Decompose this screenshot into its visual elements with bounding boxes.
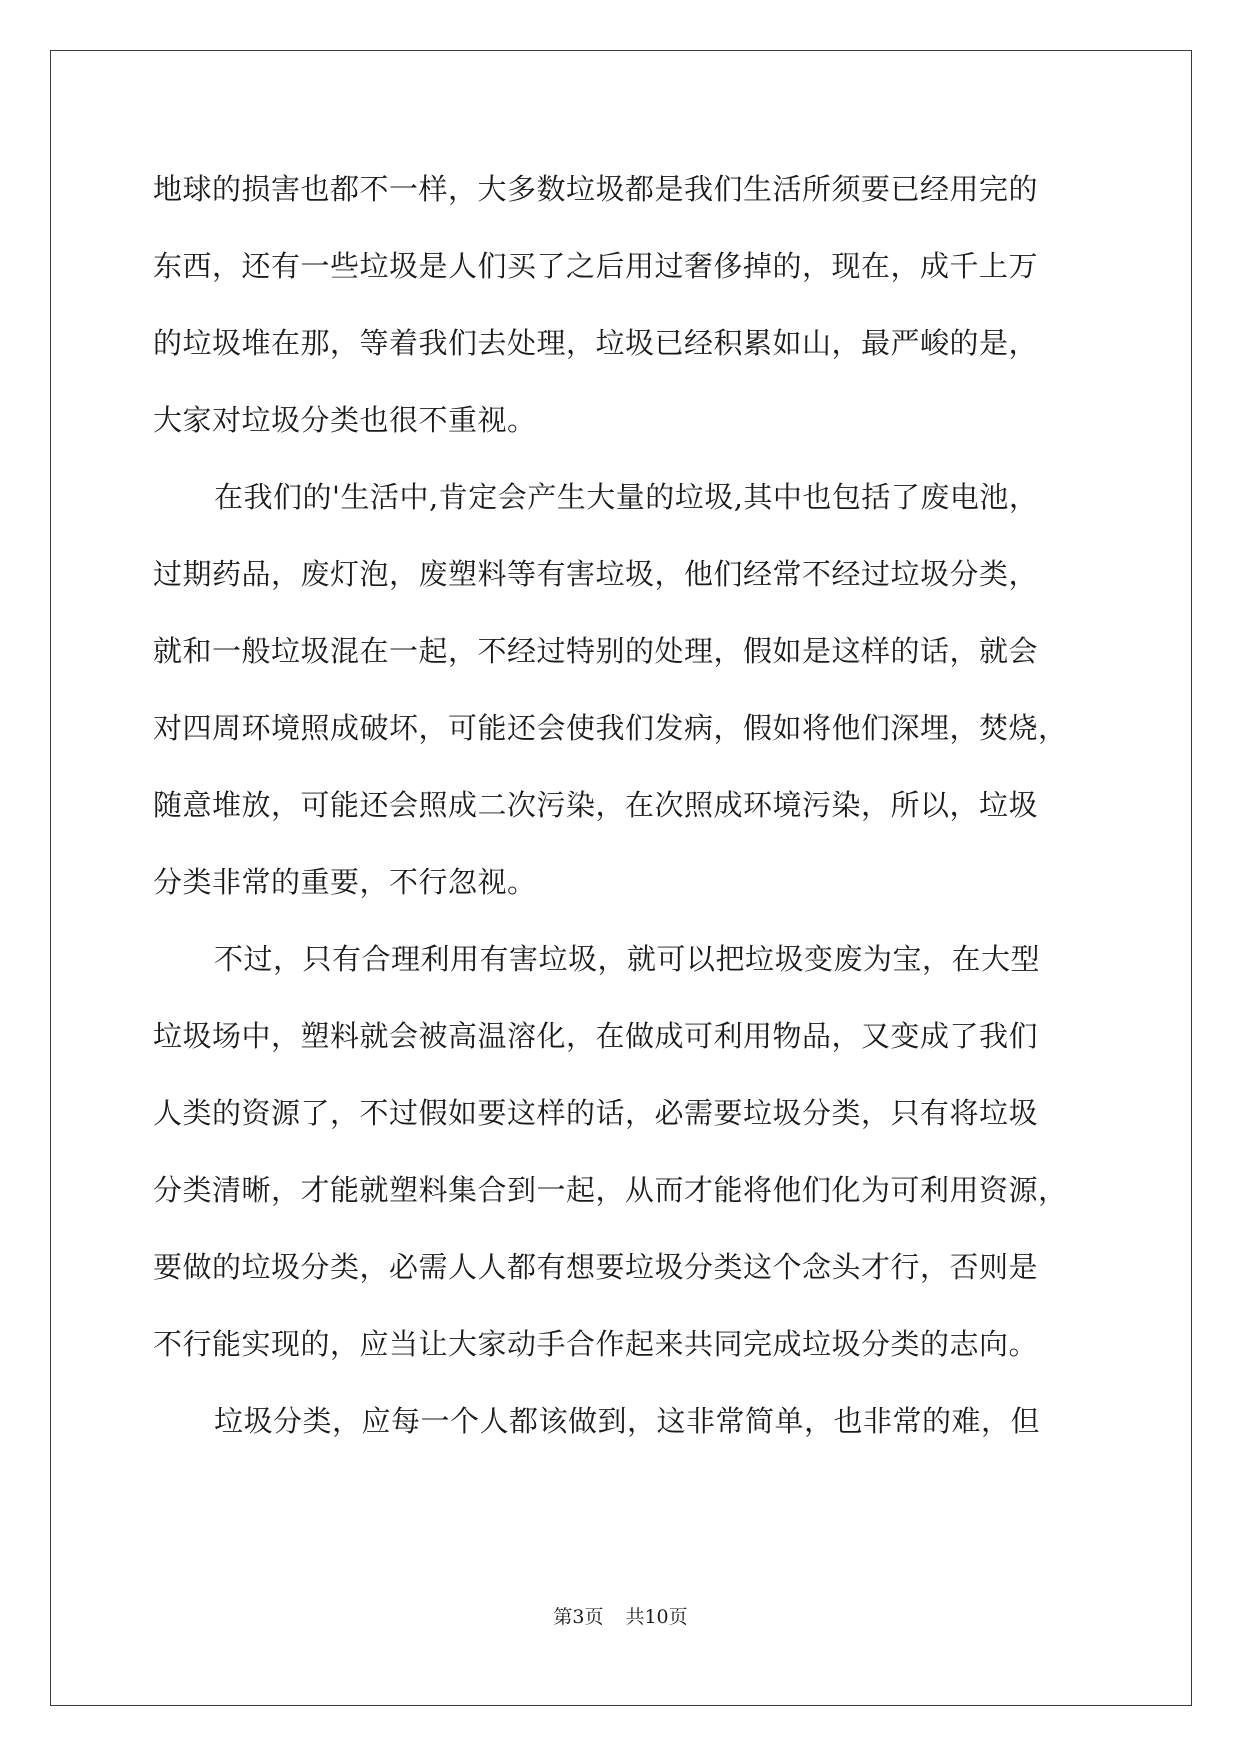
text-line: 垃圾场中，塑料就会被高温溶化，在做成可利用物品，又变成了我们	[153, 1019, 1039, 1053]
page-footer	[0, 1605, 1241, 1629]
text-line: 随意堆放，可能还会照成二次污染，在次照成环境污染，所以，垃圾	[153, 788, 1039, 822]
text-line: 就和一般垃圾混在一起，不经过特别的处理，假如是这样的话，就会	[153, 634, 1039, 668]
text-line: 的垃圾堆在那，等着我们去处理，垃圾已经积累如山，最严峻的是，	[153, 326, 1039, 360]
page-total: 共10页	[625, 1606, 688, 1628]
paragraph-first-line: 垃圾分类，应每一个人都该做到，这非常简单，也非常的难，但	[214, 1404, 1041, 1438]
text-line: 东西，还有一些垃圾是人们买了之后用过奢侈掉的，现在，成千上万	[153, 249, 1039, 283]
text-line: 对四周环境照成破坏，可能还会使我们发病，假如将他们深埋，焚烧，	[153, 711, 1068, 745]
paragraph-first-line: 在我们的'生活中,肯定会产生大量的垃圾,其中也包括了废电池，	[214, 480, 1039, 514]
text-line: 分类非常的重要，不行忽视。	[153, 865, 537, 899]
text-line: 大家对垃圾分类也很不重视。	[153, 403, 537, 437]
text-line: 要做的垃圾分类，必需人人都有想要垃圾分类这个念头才行，否则是	[153, 1250, 1039, 1284]
paragraph-first-line: 不过，只有合理利用有害垃圾，就可以把垃圾变废为宝，在大型	[214, 942, 1041, 976]
text-line: 地球的损害也都不一样，大多数垃圾都是我们生活所须要已经用完的	[153, 172, 1039, 206]
text-line: 不行能实现的，应当让大家动手合作起来共同完成垃圾分类的志向。	[153, 1327, 1039, 1361]
text-line: 人类的资源了，不过假如要这样的话，必需要垃圾分类，只有将垃圾	[153, 1096, 1039, 1130]
text-line: 分类清晰，才能就塑料集合到一起，从而才能将他们化为可利用资源，	[153, 1173, 1068, 1207]
page-number: 第3页	[553, 1606, 604, 1628]
text-line: 过期药品，废灯泡，废塑料等有害垃圾，他们经常不经过垃圾分类，	[153, 557, 1039, 591]
